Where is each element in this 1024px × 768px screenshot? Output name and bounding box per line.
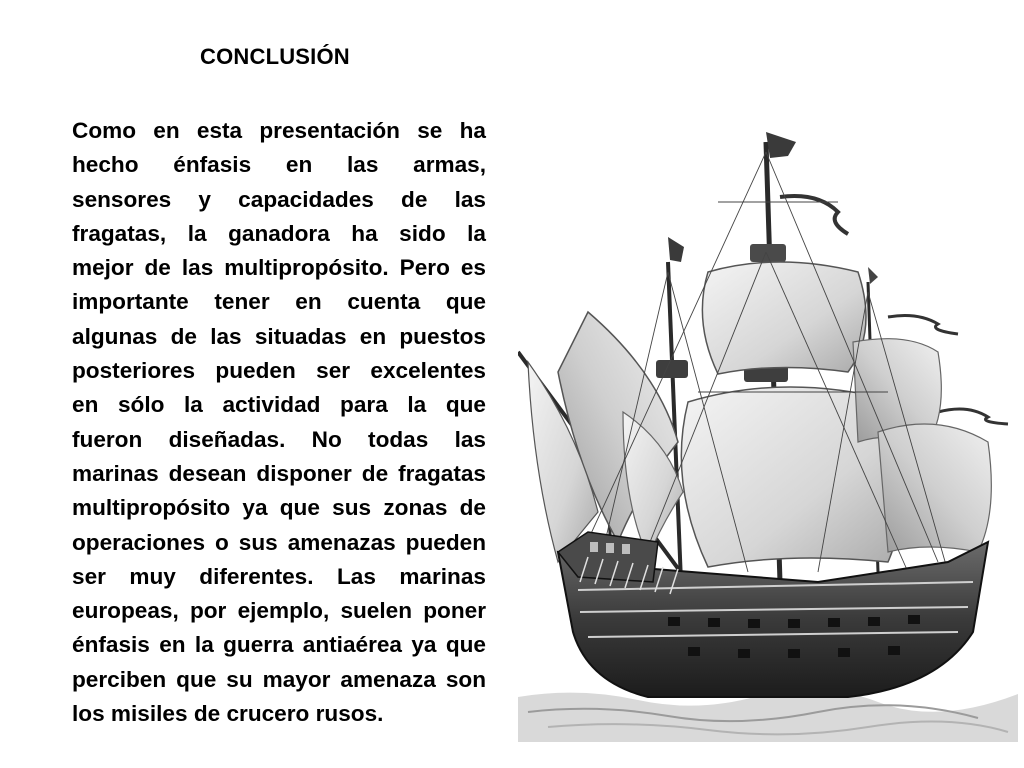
- paragraph-line: hecho énfasis en las armas,: [72, 152, 486, 178]
- paragraph-line: en sólo la actividad para la que: [72, 392, 486, 418]
- paragraph-line: marinas desean disponer de fragatas: [72, 460, 486, 486]
- paragraph-line: algunas de las situadas en puestos: [72, 323, 486, 349]
- paragraph-line: ser muy diferentes. Las marinas: [72, 563, 486, 589]
- paragraph-line: sensores y capacidades de las: [72, 186, 486, 212]
- paragraph-line: europeas, por ejemplo, suelen poner: [72, 598, 486, 624]
- slide-title: CONCLUSIÓN: [200, 44, 350, 69]
- paragraph-line: énfasis en la guerra antiaérea ya que: [72, 632, 486, 658]
- paragraph-line: fueron diseñadas. No todas las: [72, 426, 486, 452]
- paragraph-line: mejor de las multipropósito. Pero es: [72, 255, 486, 281]
- paragraph-line: fragatas, la ganadora ha sido la: [72, 220, 486, 246]
- paragraph-line: importante tener en cuenta que: [72, 289, 486, 315]
- paragraph-line: multipropósito ya que sus zonas de: [72, 495, 486, 521]
- paragraph-line: Como en esta presentación se ha: [72, 118, 486, 143]
- conclusion-paragraph: [72, 114, 486, 731]
- paragraph-line: perciben que su mayor amenaza son: [72, 666, 486, 692]
- paragraph-line: posteriores pueden ser excelentes: [72, 358, 486, 384]
- paragraph-line: operaciones o sus amenazas pueden: [72, 529, 486, 555]
- galleon-illustration: [518, 112, 1018, 742]
- paragraph-line: los misiles de crucero rusos.: [72, 701, 384, 727]
